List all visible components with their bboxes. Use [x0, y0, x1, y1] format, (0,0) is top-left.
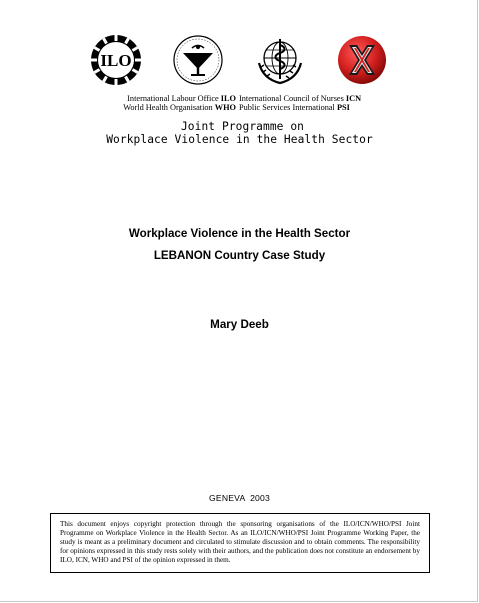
org-psi-abbr: PSI — [336, 103, 350, 112]
document-subtitle: LEBANON Country Case Study — [153, 249, 326, 262]
who-logo — [253, 33, 307, 87]
logo-row — [85, 33, 395, 87]
ilo-logo — [89, 33, 143, 87]
programme-heading — [0, 120, 479, 146]
place-date: GENEVA 2003 — [209, 493, 270, 503]
copyright-notice-text: This document enjoys copyright protection through the sponsoring organisations of the ILO/ICN/WHO/PSI Joint Programme on Workplace Violence in the Health Sector. As an ILO/ICN/WHO/PSI Joint Programme Working Paper, the study is meant as a preliminary document and circulated to stimulate discussion and to obtain comments. The responsibility for opinions expressed in this study rests solely with their authors, and the publication does not constitute an endorsement by ILO, ICN, WHO and PSI of the opinion expressed in them. — [60, 520, 420, 564]
icn-logo — [171, 33, 225, 87]
svg-text:ILO: ILO — [100, 51, 132, 70]
copyright-notice — [50, 513, 430, 573]
psi-logo — [335, 33, 389, 87]
org-psi-name: Public Services International — [239, 103, 337, 112]
programme-line-1: Joint Programme on — [180, 120, 305, 133]
document-title: Workplace Violence in the Health Sector — [128, 227, 351, 240]
org-who-abbr: WHO — [214, 103, 236, 112]
programme-line-2: Workplace Violence in the Health Sector — [106, 133, 373, 146]
author-name: Mary Deeb — [210, 318, 269, 331]
org-icn-abbr: ICN — [345, 94, 362, 103]
org-ilo-abbr: ILO — [220, 94, 236, 103]
org-icn-name: International Council of Nurses — [239, 94, 346, 103]
org-who — [123, 103, 236, 113]
org-psi — [239, 103, 350, 113]
org-who-name: World Health Organisation — [123, 103, 215, 112]
org-ilo-name: International Labour Office — [127, 94, 221, 103]
